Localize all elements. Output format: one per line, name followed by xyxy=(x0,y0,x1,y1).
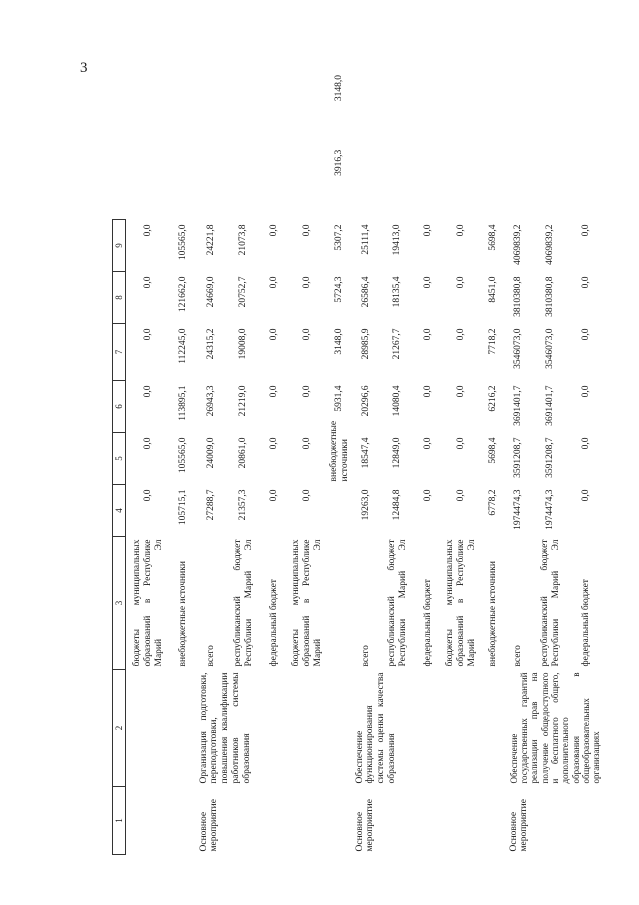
table-row xyxy=(481,70,507,855)
row-value-col4: 5931,4 xyxy=(334,385,345,412)
row-value-col5: 0,0 xyxy=(423,437,434,450)
row-value-col8: 0,0 xyxy=(423,276,434,289)
row-value-col7: 24315,2 xyxy=(206,328,217,360)
table-row xyxy=(171,70,197,855)
row-value-col6: 0,0 xyxy=(302,385,313,398)
row-value-col7: 19008,0 xyxy=(238,328,249,360)
row-funding-source: внебюджетные источники xyxy=(178,561,189,667)
row-value-col9: 4069839,2 xyxy=(545,224,556,265)
row-activity-type xyxy=(481,787,507,855)
row-value-col7: 5307,2 xyxy=(334,224,345,251)
row-funding-source: бюджеты муниципальных образований в Республике Марий Эл xyxy=(126,537,171,670)
row-value-col6: 3691401,7 xyxy=(513,385,524,426)
row-value-col9: 25111,4 xyxy=(361,224,372,255)
row-value-col9: 0,0 xyxy=(302,224,313,237)
row-value-col8: 3810380,8 xyxy=(545,276,556,317)
row-activity-type: Основное мероприятие xyxy=(198,799,220,852)
row-funding-source: федеральный бюджет xyxy=(423,579,434,667)
header-col-7: 7 xyxy=(113,324,126,381)
row-value-col4: 0,0 xyxy=(581,489,592,502)
row-value-col6: 20296,6 xyxy=(361,385,372,417)
row-value-col9: 5698,4 xyxy=(488,224,499,251)
row-value-col8: 18135,4 xyxy=(392,276,403,308)
row-value-col9: 24221,8 xyxy=(206,224,217,256)
row-value-col6: 6216,2 xyxy=(488,385,499,412)
row-value-col7: 0,0 xyxy=(423,328,434,341)
row-funding-source: внебюджетные источники xyxy=(488,561,499,667)
row-value-col4: 1974474,3 xyxy=(513,489,524,530)
header-col-5: 5 xyxy=(113,433,126,485)
row-value-col5: 20861,0 xyxy=(238,437,249,469)
table-row xyxy=(126,70,171,855)
row-value-col9: 3148,0 xyxy=(334,75,345,102)
row-value-col9: 0,0 xyxy=(456,224,467,237)
row-value-col8: 0,0 xyxy=(456,276,467,289)
row-value-col4: 105715,1 xyxy=(178,489,189,526)
row-value-col4: 0,0 xyxy=(423,489,434,502)
row-value-col4: 6778,2 xyxy=(488,489,499,516)
row-value-col5: 3591208,7 xyxy=(545,437,556,478)
row-value-col7: 0,0 xyxy=(126,324,171,381)
row-value-col6: 3691401,7 xyxy=(545,385,556,426)
row-value-col9: 0,0 xyxy=(423,224,434,237)
row-funding-source: всего xyxy=(361,645,372,667)
row-value-col5: 0,0 xyxy=(126,433,171,485)
header-col-2: 2 xyxy=(113,670,126,787)
header-row xyxy=(113,70,126,855)
row-funding-source: федеральный бюджет xyxy=(581,579,592,667)
row-value-col4: 12484,8 xyxy=(392,489,403,521)
row-value-col5: 0,0 xyxy=(269,437,280,450)
header-col-1: 1 xyxy=(113,787,126,855)
row-activity-name: Обеспечение функционирования системы оценки качества образования xyxy=(354,672,398,784)
row-value-col9: 0,0 xyxy=(269,224,280,237)
table-row xyxy=(507,70,532,855)
row-value-col8: 26586,4 xyxy=(361,276,372,308)
row-value-col5: 3148,0 xyxy=(334,328,345,355)
row-funding-source: всего xyxy=(206,645,217,667)
row-activity-name xyxy=(126,670,171,787)
row-value-col7: 7718,2 xyxy=(488,328,499,355)
row-value-col5: 3591208,7 xyxy=(513,437,524,478)
row-value-col8: 0,0 xyxy=(126,272,171,324)
row-value-col5: 105565,0 xyxy=(178,437,189,474)
row-value-col9: 0,0 xyxy=(126,220,171,272)
row-activity-type xyxy=(327,537,353,670)
row-value-col6: 113895,1 xyxy=(178,385,189,421)
row-value-col4: 1974474,3 xyxy=(545,489,556,530)
budget-table xyxy=(112,70,604,855)
row-activity-name: Обеспечение государственных гарантий реализации прав на получение общедоступного и бесплатного общего, дополнительного образования в общеобразовательных организациях xyxy=(508,672,602,784)
row-value-col4: 0,0 xyxy=(269,489,280,502)
header-col-8: 8 xyxy=(113,272,126,324)
row-value-col5: 24009,0 xyxy=(206,437,217,469)
row-value-col8: 24669,0 xyxy=(206,276,217,308)
row-activity-type xyxy=(171,787,197,855)
row-value-col9: 19413,0 xyxy=(392,224,403,256)
row-value-col5: 0,0 xyxy=(581,437,592,450)
row-activity-name: Организация подготовки, переподготовки, повышения квалификации работников системы образования xyxy=(198,672,253,784)
row-funding-source: республиканский бюджет Республики Марий Эл xyxy=(386,539,408,667)
row-activity-type: Основное мероприятие xyxy=(354,799,376,852)
row-value-col8: 8451,0 xyxy=(488,276,499,303)
row-value-col7: 0,0 xyxy=(581,328,592,341)
row-activity-name xyxy=(481,670,507,787)
row-activity-type xyxy=(126,787,171,855)
table-row xyxy=(353,70,381,855)
row-value-col6: 5724,3 xyxy=(334,276,345,303)
row-funding-source: федеральный бюджет xyxy=(269,579,280,667)
row-value-col7: 0,0 xyxy=(269,328,280,341)
row-activity-type: Основное мероприятие xyxy=(508,799,530,852)
row-funding-source: республиканский бюджет Республики Марий Эл xyxy=(539,539,561,667)
table-row xyxy=(197,70,227,855)
row-value-col6: 21219,0 xyxy=(238,385,249,417)
row-activity-name xyxy=(327,485,353,537)
header-col-3: 3 xyxy=(113,537,126,670)
row-value-col7: 3546073,0 xyxy=(545,328,556,369)
row-value-col6: 26943,3 xyxy=(206,385,217,417)
row-value-col4: 27288,7 xyxy=(206,489,217,521)
row-value-col5: 12849,0 xyxy=(392,437,403,469)
row-value-col9: 105565,0 xyxy=(178,224,189,261)
row-value-col8: 0,0 xyxy=(581,276,592,289)
row-value-col4: 19263,0 xyxy=(361,489,372,521)
row-funding-source: республиканский бюджет Республики Марий Эл xyxy=(232,539,254,667)
header-col-9: 9 xyxy=(113,220,126,272)
header-col-6: 6 xyxy=(113,381,126,433)
row-value-col7: 0,0 xyxy=(456,328,467,341)
row-value-col4: 0,0 xyxy=(456,489,467,502)
row-value-col7: 0,0 xyxy=(302,328,313,341)
header-col-4: 4 xyxy=(113,485,126,537)
row-value-col7: 21267,7 xyxy=(392,328,403,360)
row-value-col6: 14080,4 xyxy=(392,385,403,417)
row-value-col7: 112245,0 xyxy=(178,328,189,364)
row-activity-name xyxy=(171,670,197,787)
page-number: 3 xyxy=(80,60,88,76)
row-funding-source: бюджеты муниципальных образований в Республике Марий Эл xyxy=(445,539,477,667)
row-value-col4: 0,0 xyxy=(302,489,313,502)
row-value-col6: 0,0 xyxy=(269,385,280,398)
row-value-col8: 3810380,8 xyxy=(513,276,524,317)
row-value-col9: 21073,8 xyxy=(238,224,249,256)
row-value-col8: 0,0 xyxy=(302,276,313,289)
row-value-col5: 18547,4 xyxy=(361,437,372,469)
row-value-col6: 0,0 xyxy=(126,381,171,433)
row-value-col8: 121662,0 xyxy=(178,276,189,313)
row-funding-source: всего xyxy=(513,645,524,667)
row-value-col7: 28985,9 xyxy=(361,328,372,360)
row-value-col6: 0,0 xyxy=(581,385,592,398)
row-value-col8: 0,0 xyxy=(269,276,280,289)
row-value-col4: 21357,3 xyxy=(238,489,249,521)
row-value-col9: 0,0 xyxy=(581,224,592,237)
row-value-col4: 0,0 xyxy=(126,485,171,537)
row-funding-source: бюджеты муниципальных образований в Республике Марий Эл xyxy=(291,539,323,667)
row-value-col6: 0,0 xyxy=(456,385,467,398)
row-value-col8: 3916,3 xyxy=(334,149,345,176)
row-value-col8: 20752,7 xyxy=(238,276,249,308)
row-value-col6: 0,0 xyxy=(423,385,434,398)
row-value-col7: 3546073,0 xyxy=(513,328,524,369)
row-value-col5: 5698,4 xyxy=(488,437,499,464)
row-value-col5: 0,0 xyxy=(302,437,313,450)
row-funding-source: внебюджетные источники xyxy=(328,420,350,482)
row-value-col9: 4069839,2 xyxy=(513,224,524,265)
row-value-col5: 0,0 xyxy=(456,437,467,450)
